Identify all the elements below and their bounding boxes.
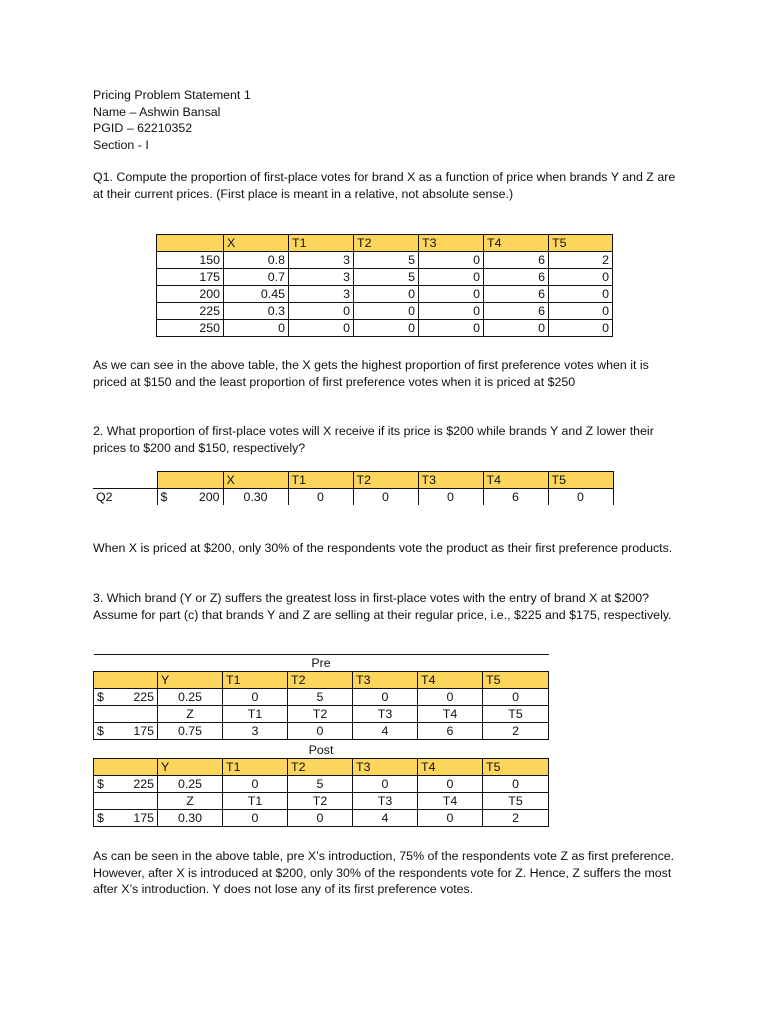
table-cell: 0 [418, 810, 483, 827]
table-header-cell: T3 [353, 759, 418, 776]
table-cell: 0 [288, 489, 353, 506]
q3-question: 3. Which brand (Y or Z) suffers the greatest loss in first-place votes with the entry of brand X at $200? Assume for part (c) that brands Y and Z are selling at their regular price, i.e., $225 and $175, respectively. [93, 591, 672, 622]
table-subheader-row [94, 793, 549, 810]
table-cell: 0 [354, 303, 419, 320]
table-header-cell: T1 [289, 235, 354, 252]
pre-label: Pre [94, 655, 549, 672]
table-cell: 0 [419, 320, 484, 337]
table-cell: 225 [157, 303, 224, 320]
table-header-cell: T3 [353, 672, 418, 689]
price-cell: $ 175 [94, 810, 158, 827]
table-cell: 150 [157, 252, 224, 269]
table-row [94, 776, 549, 793]
q2-question: 2. What proportion of first-place votes will X receive if its price is $200 while brands Y and Z lower their prices to $200 and $150, respectively? [93, 424, 654, 455]
table-cell: 3 [289, 286, 354, 303]
table-header-cell: T1 [223, 672, 288, 689]
table-cell: 0.45 [224, 286, 289, 303]
table-cell: 0 [419, 286, 484, 303]
table-header-cell: T2 [288, 759, 353, 776]
table-cell: 6 [484, 286, 549, 303]
table-header-cell: X [224, 235, 289, 252]
table-subheader-cell: T4 [418, 793, 483, 810]
table-cell: 0 [354, 320, 419, 337]
table-cell: 0 [223, 810, 288, 827]
table-cell: 0.8 [224, 252, 289, 269]
table-cell: 250 [157, 320, 224, 337]
table-cell: 0 [353, 776, 418, 793]
table-cell: 0 [549, 320, 613, 337]
section: Section - I [93, 137, 149, 152]
table-cell: 0 [419, 252, 484, 269]
table-cell: 0 [419, 303, 484, 320]
table-cell: 0 [549, 286, 613, 303]
table-cell: 0 [418, 689, 483, 706]
table-header-cell: T4 [484, 235, 549, 252]
table-header-cell: T2 [354, 235, 419, 252]
table-cell: 0.25 [158, 776, 223, 793]
q3-answer: As can be seen in the above table, pre X’s introduction, 75% of the respondents vote Z as first preference. However, after X is introduced at $200, only 30% of the respondents vote for Z. Hence, Z suffers the most after X’s introduction. Y does not lose any of its first preference votes. [93, 849, 675, 896]
q2-answer: When X is priced at $200, only 30% of the respondents vote the product as their first preference products. [93, 541, 673, 555]
table-cell: 4 [353, 723, 418, 740]
table-cell: 0 [354, 286, 419, 303]
table-header-row [94, 672, 549, 689]
table-cell: 2 [483, 723, 549, 740]
price-cell: $ 225 [94, 689, 158, 706]
table-cell: 0 [548, 489, 613, 506]
q1-table [156, 234, 613, 337]
table-subheader-cell: Z [158, 706, 223, 723]
table-subheader-cell: T1 [223, 706, 288, 723]
table-cell: 5 [354, 252, 419, 269]
table-cell: 0 [484, 320, 549, 337]
table-cell: 0 [288, 723, 353, 740]
table-cell: 200 [157, 286, 224, 303]
table-cell: 2 [483, 810, 549, 827]
table-subheader-cell: T3 [353, 706, 418, 723]
table-header-cell: T1 [288, 472, 353, 489]
table-cell: 0.25 [158, 689, 223, 706]
table-subheader-row [94, 706, 549, 723]
table-header-cell: T5 [548, 472, 613, 489]
table-header-cell: T2 [353, 472, 418, 489]
table-subheader-cell: T1 [223, 793, 288, 810]
price-cell: $ 225 [94, 776, 158, 793]
table-row [157, 320, 613, 337]
table-header-row [94, 759, 549, 776]
document-title: Pricing Problem Statement 1 [93, 88, 251, 102]
q1-answer: As we can see in the above table, the X gets the highest proportion of first preference votes when it is priced at $150 and the least proportion of first preference votes when it is priced at $250 [93, 358, 649, 389]
table-cell: 0.30 [158, 810, 223, 827]
table-cell: 0 [483, 776, 549, 793]
table-row [157, 286, 613, 303]
table-header-cell [157, 235, 224, 252]
table-subheader-cell: T2 [288, 793, 353, 810]
table-header-cell: T4 [483, 472, 548, 489]
table-cell: 0 [223, 776, 288, 793]
table-cell: 0 [353, 689, 418, 706]
table-cell: 3 [289, 252, 354, 269]
table-row [157, 303, 613, 320]
table-row [94, 810, 549, 827]
pgid: PGID – 62210352 [93, 121, 193, 135]
table-cell: 6 [484, 303, 549, 320]
table-header-cell: T3 [419, 235, 484, 252]
table-subheader-cell: T2 [288, 706, 353, 723]
table-row [157, 269, 613, 286]
table-cell: 0.3 [224, 303, 289, 320]
table-cell: 0 [289, 320, 354, 337]
table-header-cell: Y [158, 672, 223, 689]
table-cell: 0 [549, 303, 613, 320]
post-label: Post [94, 742, 549, 759]
table-cell: 0 [223, 689, 288, 706]
table-subheader-cell: Z [158, 793, 223, 810]
table-subheader-cell: T5 [483, 793, 549, 810]
document-header [93, 87, 683, 153]
table-cell: 5 [288, 776, 353, 793]
table-row [94, 689, 549, 706]
table-cell: 0 [418, 776, 483, 793]
table-header-cell: T5 [549, 235, 613, 252]
table-header-cell: Y [158, 759, 223, 776]
q3-post-table [93, 742, 549, 827]
table-subheader-cell: T5 [483, 706, 549, 723]
table-cell: 4 [353, 810, 418, 827]
table-caption-row [94, 655, 549, 672]
price-cell: $ 200 [157, 489, 223, 506]
table-cell: 175 [157, 269, 224, 286]
table-header-cell: T4 [418, 672, 483, 689]
table-subheader-cell: T3 [353, 793, 418, 810]
table-header-cell: T5 [483, 759, 549, 776]
table-cell: 5 [354, 269, 419, 286]
price-cell: $ 175 [94, 723, 158, 740]
table-header-cell: T3 [418, 472, 483, 489]
table-cell: 0 [549, 269, 613, 286]
q3-pre-table [93, 654, 549, 740]
table-cell: 0 [224, 320, 289, 337]
table-cell: 3 [289, 269, 354, 286]
table-cell: 0 [419, 269, 484, 286]
table-cell: 6 [483, 489, 548, 506]
table-header-cell: T5 [483, 672, 549, 689]
table-header-cell: X [223, 472, 288, 489]
table-cell: 0.7 [224, 269, 289, 286]
row-label: Q2 [93, 489, 157, 506]
table-header-row [93, 472, 613, 489]
table-header-cell: T4 [418, 759, 483, 776]
author-name: Name – Ashwin Bansal [93, 104, 221, 119]
table-cell: 0 [288, 810, 353, 827]
table-cell: 6 [484, 269, 549, 286]
table-row [94, 723, 549, 740]
table-row [157, 252, 613, 269]
table-cell: 0 [289, 303, 354, 320]
table-cell: 0.30 [223, 489, 288, 506]
table-header-cell: T1 [223, 759, 288, 776]
table-row [93, 489, 613, 506]
table-header-cell: T2 [288, 672, 353, 689]
q2-table [93, 471, 614, 505]
table-subheader-cell: T4 [418, 706, 483, 723]
table-cell: 6 [484, 252, 549, 269]
table-cell: 5 [288, 689, 353, 706]
table-header-row [157, 235, 613, 252]
table-cell: 2 [549, 252, 613, 269]
table-cell: 0 [418, 489, 483, 506]
table-caption-row [94, 742, 549, 759]
table-cell: 0 [483, 689, 549, 706]
table-cell: 0 [353, 489, 418, 506]
table-cell: 0.75 [158, 723, 223, 740]
table-cell: 6 [418, 723, 483, 740]
q1-question: Q1. Compute the proportion of first-place votes for brand X as a function of price when brands Y and Z are at their current prices. (First place is meant in a relative, not absolute sense.) [93, 170, 676, 201]
table-cell: 3 [223, 723, 288, 740]
